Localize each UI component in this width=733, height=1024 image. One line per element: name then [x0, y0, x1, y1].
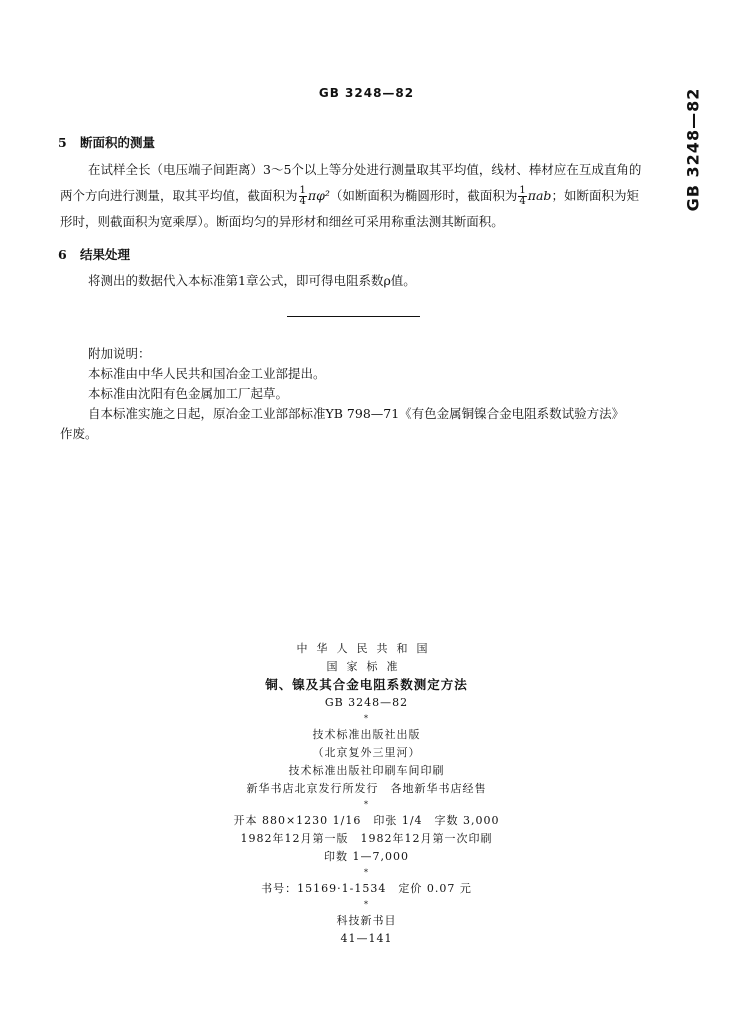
colophon-star-4: * — [364, 900, 369, 909]
additional-notes — [60, 344, 660, 444]
notes-line-3: 自本标准实施之日起，原冶金工业部部标准YB 798—71《有色金属铜镍合金电阻系数试验方法》 — [88, 406, 625, 421]
formula-pi-ab: πab — [527, 188, 552, 203]
colophon-star-3: * — [364, 868, 369, 877]
section-5-number: 5 — [58, 135, 67, 150]
colophon-address: （北京复外三里河） — [312, 746, 421, 759]
section-6-body — [60, 268, 650, 294]
colophon-catalog-no: 41—141 — [340, 932, 393, 945]
section-6-number: 6 — [58, 247, 67, 262]
colophon-code: GB 3248—82 — [324, 696, 409, 709]
colophon-title: 铜、镍及其合金电阻系数测定方法 — [265, 677, 468, 692]
section-5-text-part2: （如断面积为椭圆形时，截面积为 — [329, 188, 518, 203]
fraction-one-quarter-2: $\frac{1}{4}$ — [519, 185, 526, 207]
section-5-text-part3: ；如断面积为矩形时，则截面积为宽乘厚）。断面均匀的异形材和细丝可采用称重法测其断面积。 — [60, 188, 639, 229]
section-6-title: 结果处理 — [80, 247, 131, 262]
notes-line-1: 本标准由中华人民共和国冶金工业部提出。 — [88, 366, 326, 381]
colophon-format: 开本 880×1230 1/16 印张 1/4 字数 3,000 — [233, 814, 500, 827]
colophon-star: * — [364, 714, 369, 723]
colophon-imprint: 科技新书目 — [336, 914, 397, 927]
colophon-edition: 1982年12月第一版 1982年12月第一次印刷 — [240, 832, 493, 845]
fraction-one-quarter: $\frac{1}{4}$ — [299, 185, 306, 207]
colophon-country: 中华人民共和国 — [296, 642, 437, 655]
header-standard-code: GB 3248—82 — [318, 86, 415, 100]
colophon-publisher: 技术标准出版社出版 — [312, 728, 421, 741]
section-6-text: 将测出的数据代入本标准第1章公式，即可得电阻系数ρ值。 — [88, 273, 416, 288]
section-5-title: 断面积的测量 — [80, 135, 156, 150]
section-5-heading — [58, 133, 155, 151]
notes-line-3-cont: 作废。 — [60, 426, 98, 441]
colophon-star-2: * — [364, 800, 369, 809]
section-5-text-part1: 在试样全长（电压端子间距离）3～5个以上等分处进行测量取其平均值，线材、棒材应在互成直角的两个方向进行测量，取其平均值，截面积为 — [60, 162, 642, 203]
notes-heading: 附加说明： — [88, 346, 151, 361]
colophon-standard-type: 国家标准 — [326, 660, 407, 673]
formula-pi-phi-squared: πφ² — [307, 188, 330, 203]
colophon-printer: 技术标准出版社印刷车间印刷 — [288, 764, 445, 777]
section-5-body — [60, 157, 650, 235]
notes-line-2: 本标准由沈阳有色金属加工厂起草。 — [88, 386, 289, 401]
colophon-print-run: 印数 1—7,000 — [324, 850, 409, 863]
colophon — [200, 640, 533, 948]
section-6-heading — [58, 245, 130, 263]
colophon-distributor: 新华书店北京发行所发行 各地新华书店经售 — [246, 782, 487, 795]
divider-rule — [287, 316, 420, 317]
side-standard-code: GB 3248—82 — [683, 87, 703, 212]
colophon-book-number: 书号：15169·1-1534 定价 0.07 元 — [261, 882, 472, 895]
